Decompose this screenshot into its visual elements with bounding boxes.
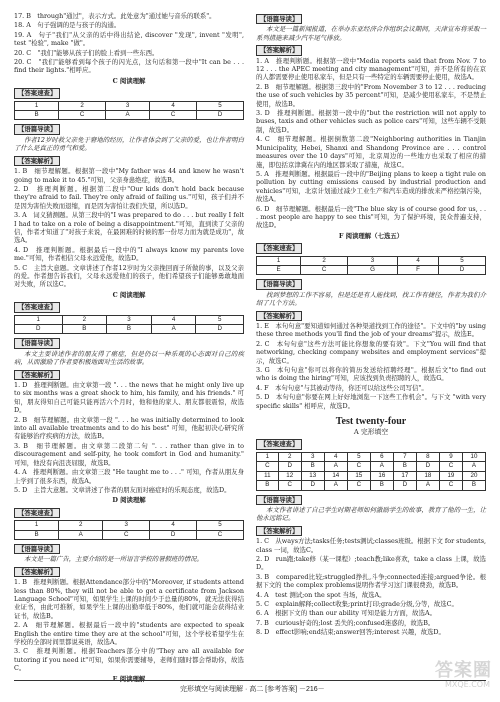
explanation-item: 4. A test 测试;on the spot 当场，故选A。 [256,590,386,599]
passage-guide-text: 本文是一篇新闻报道，在举办东亚经济合作组织会议期间，天津宣布将采取一系列措施来减少汽车尾气排放。 [256,25,486,42]
explanation-item: 7. B curious好奇的;lost 丢失的;confused迷惑的，故选B。 [256,618,435,627]
answer-number: 5 [197,101,244,110]
answer-value: C [197,530,244,539]
answer-number: 4 [324,452,347,461]
section-heading: C 阅读理解 [112,76,146,85]
explanation-item: 3. G 本句句意"你可以将你的简历发送给招聘经理"。根据后文"to find out who is doing the hiring"可知，应该找到负责招聘的人，故选G。 [256,366,486,383]
answer-value: A [416,481,439,490]
answer-value-row [257,481,486,490]
answer-value: G [348,265,398,274]
answer-value: D [196,325,244,334]
answer-value: B [62,325,107,334]
explanation-item: 1. C 从ways方法;tasks任务;tests测试;classes班级。根据下文 for students, class 一词，故选C。 [256,537,487,554]
answer-number: 4 [151,315,196,324]
answer-number: 2 [301,256,348,265]
answer-value: A [462,462,485,471]
answer-number: 20 [462,471,485,480]
answer-value: D [197,111,244,120]
answer-number: 3 [348,256,398,265]
text-line: 20. C "我们"能够从孩子们的脸上看到一些东西。 [14,48,159,57]
answer-value: A [151,325,196,334]
answer-number-row [257,471,486,480]
explanation-label: 【答案解析】 [256,311,302,321]
text-line: 17. B through"通过"，表示方式。此处意为"通过她与音乐的联系"。 [14,12,216,20]
explanation-item: 1. B 推理判断题。根据Attendance部分中的"Moreover, if students attend less than 80%, they will not be able to get a certificate from Jackson Language School"可知，如果学生上课的时间少于总量的80%，就无法获得结业证书，由此可推断，如果学生上课的出勤率低于80%，他们就可能会获得结业证书，故选B。 [14,578,244,620]
passage-guide-text: 本文是一篇广告，主要介绍的是一所语言学校的暑假班的情况。 [24,555,203,564]
answer-value-row [257,462,486,471]
answer-value: B [107,325,152,334]
answer-number: 3 [301,452,324,461]
explanation-item: 5. C explain解释;collect收集;print打印;grade分级,分等，故选C。 [256,599,458,608]
answer-number: 6 [370,452,393,461]
explanation-item: 1. A 推理判断题。根据第一段中"Media reports said that from Nov. 7 to 12 . . . the APEC meeting and city management"可知，并不是所有的在京的人都需要停止使用私家车，但是只有一些特定的车辆需要停止使用，故选A。 [256,56,486,82]
left-column [14,12,244,684]
answer-number-row [257,256,486,265]
answer-number: 16 [370,471,393,480]
explanation-item: 1. B 细节理解题。根据第一段中"My father was 44 and knew he wasn't going to make it to 45."可知，父亲身患绝症，故选B。 [14,167,244,184]
footer-rule [14,680,486,681]
explanation-item: 2. D 推理判断题。根据第二段中"Our kids don't hold back because they're afraid to fail. They're only afraid of failing us."可知，孩子们并不是因为害怕失败而退缩，而是因为害怕让我们失望，所以选D。 [14,184,244,210]
answer-value: A [324,462,347,471]
answer-value: A [106,111,150,120]
answer-number: 13 [301,471,324,480]
section-heading: F 阅读理解（七选五） [338,231,404,240]
answer-value: C [347,462,370,471]
text-line: 19. A 句子"我们"从父亲的话中得出结论, discover "发现", invent "发明", test "检验", make "做"。 [14,30,244,48]
explanation-item: 4. F 本句句意"与其被动等待，你还可以给这些公司写信"。 [256,383,428,392]
answer-number: 1 [257,256,301,265]
answer-table [256,256,486,276]
answer-number: 17 [393,471,416,480]
answer-check-label: 【答案速查】 [256,439,302,449]
answer-value: D [278,462,301,471]
answer-number: 3 [103,521,150,530]
explanation-label: 【答案解析】 [14,567,60,577]
answer-number-row [15,521,244,530]
answer-value: B [462,481,485,490]
answer-value-row [15,530,244,539]
answer-value: E [257,265,301,274]
answer-number: 4 [150,521,197,530]
explanation-item: 6. D 细节理解题。根据最后一段"The blue sky is of course good for us, . . . most people are happy to see this"可知，为了保护环境，民众普遍支持，故选D。 [256,204,486,230]
answer-value: D [416,462,439,471]
passage-guide-text: 本文作者讲述了自己学生时期老师如何激励学生的故事，教育了他的一生，让他永远铭记。 [256,505,486,523]
answer-value-row [15,111,244,120]
answer-value: C [103,530,150,539]
answer-table [14,101,244,121]
answer-value: B [301,462,324,471]
answer-value-row [257,265,486,274]
passage-guide-text: 作者12岁时救父亲免于窘地的经历，让作者体会到了父亲的爱，也让作者明白了什么是真正的勇气和爱。 [14,135,244,153]
watermark-text: 答案圈 [435,660,492,681]
answer-number: 1 [257,452,279,461]
explanation-item: 5. C 主旨大意题。文章讲述了作者12岁时为父亲挽回面子所做的事，以及父亲的爱。作者想告诉我们，父母永远爱他们的孩子，他们希望孩子们能够勇敢地面对失败，所以选C。 [14,263,244,289]
passage-guide-label: 【语篇导读】 [14,124,60,134]
answer-value: B [370,481,393,490]
answer-number: 2 [59,101,106,110]
explanation-item: 8. D effect影响;end结束;answer回答;interest 兴趣，故选D。 [256,628,445,637]
answer-value: A [324,481,347,490]
answer-value: D [393,481,416,490]
explanation-item: 3. B 细节理解题。由文章第二段第二句 ". . . rather than give in to discouragement and self-pity, he took comfort in God and humanity." 可知，他没有向沮丧屈服，故选B。 [14,441,244,467]
answer-number: 2 [62,315,107,324]
answer-number: 1 [15,101,59,110]
test-subtitle: A 完形填空 [353,428,389,437]
answer-value: C [347,481,370,490]
answer-value: A [59,530,103,539]
explanation-item: 5. D 本句句意"你要在网上好好地浏览一下这些工作机会"。与下文 "with very specific skills" 相呼应，故选D。 [256,393,486,410]
explanation-item: 4. C 细节理解题。根据倒数第二段"Neighboring authorities in Tianjin Municipality, Hebei, Shanxi and Shandong Province are . . . control measures over the 10 days"可知，北京周边的一些地方也采取了相应的措施，即包括京津冀在内的地区都采取了措施，故选C。 [256,135,486,169]
answer-number: 2 [278,452,301,461]
answer-number: 1 [15,315,63,324]
passage-guide-label: 【语篇导读】 [256,279,302,289]
passage-guide-text: 找到梦想的工作不容易，但是还是有人能找到，找工作有捷径，作者为我们介绍了几个方法。 [256,290,486,308]
answer-number: 3 [106,101,150,110]
answer-number: 18 [416,471,439,480]
answer-number: 9 [439,452,462,461]
passage-guide-label: 【语篇导读】 [14,338,60,348]
answer-check-label: 【答案速查】 [14,302,60,312]
explanation-item: 6. A 根据下文的 than our ability 可知是能力方面，故选A。 [256,609,436,618]
answer-check-label: 【答案速查】 [14,88,60,98]
answer-number: 12 [278,471,301,480]
answer-number: 2 [59,521,103,530]
explanation-item: 2. B 细节理解题。根据第三段中的"From November 3 to 12 . . . reducing the use of such vehicles by 35 percent"可知，是减少使用私家车，不是禁止使用，故选B。 [256,82,486,108]
answer-value: C [301,265,348,274]
answer-value: D [15,325,63,334]
answer-number: 19 [439,471,462,480]
answer-number: 10 [462,452,485,461]
explanation-item: 3. C 推理判断题。根据Teachers部分中的"They are all available for tutoring if you need it"可知，如果你需要辅导，老师们随时都会帮助你，故选C。 [14,647,244,673]
answer-value: C [278,481,301,490]
explanation-item: 1. E 本句句意"要知道如何通过各种渠道找到工作的途径"。下文中的"by using these three methods you'll find the job of your dreams"提示，故选E。 [256,322,486,339]
answer-number-row [257,452,486,461]
answer-check-label: 【答案速查】 [256,243,302,253]
section-heading: E 阅读理解 [112,674,146,683]
explanation-item: 5. D 主旨大意题。文章讲述了作者的朋友面对癌症时的乐观态度，故选D。 [14,485,231,494]
answer-value: A [370,462,393,471]
explanation-item: 1. D 推理判断题。由文章第一段 ". . . the news that he might only live up to six months was a great shock to him, his family, and his friends." 可知，朋友得知自己可能只能再活六个月时，他和他的家人、朋友都很震惊，故选D。 [14,381,244,415]
passage-guide-text: 本文主要讲述作者的朋友得了癌症，但是仍以一种乐观的心态面对自己的疾病，从而激励了作者要积极地面对生活的故事。 [14,349,244,367]
answer-value: F [398,265,439,274]
explanation-label: 【答案解析】 [14,370,60,380]
answer-number-row [15,315,244,324]
answer-number: 3 [107,315,152,324]
answer-value: B [15,530,59,539]
answer-check-label: 【答案速查】 [14,508,60,518]
answer-value: C [257,462,279,471]
answer-value: D [439,265,486,274]
answer-number: 15 [347,471,370,480]
answer-value: B [393,462,416,471]
explanation-item: 3. A 词义猜测题。从第三段中的"I was prepared to do . . . but really I felt I had to take on a role of being a disappointment."可知，直到读了父亲的信，作者才知道了"对孩子来说，在最困难的时候的那一份尽力而为就是成功"，故选A。 [14,211,244,245]
answer-value: B [15,111,59,120]
explanation-label: 【答案解析】 [14,156,60,166]
explanation-item: 2. C 本句句意"这些方法可能比你想象的要有效"。下文"You will find that networking, checking company websites and employment services"提示，故选C。 [256,339,486,365]
watermark-logo [418,656,494,696]
answer-table [14,520,244,540]
answer-table [256,452,486,491]
text-line: 18. A 句子强调的是与孩子的沟通。 [14,21,121,30]
answer-number: 14 [324,471,347,480]
answer-key-page [14,12,487,683]
top-lines [14,12,244,75]
explanation-item: 3. B compared比较;struggled挣扎,斗争;connected连接;argued争论。根据下文的 the complex problems说明作者学习这门课很费劲，故选B。 [256,572,486,590]
answer-number: 4 [398,256,439,265]
answer-table [14,315,244,335]
watermark-url: MXQE.COM [444,680,490,689]
answer-number-row [15,101,244,110]
answer-value: B [257,481,279,490]
answer-value: C [439,481,462,490]
section-heading: C 阅读理解 [112,290,146,299]
explanation-item: 2. A 细节理解题。根据最后一段中的"students are expected to speak English the entire time they are at the school"可知，这个学校希望学生在学校的全部时间里都说英语，故选A。 [14,621,244,646]
explanation-item: 4. D 推理判断题。根据最后一段中的"I always know my parents love me."可知，作者相信父母永远爱他，故选D。 [14,245,244,263]
answer-value: D [150,530,197,539]
footer-text: 完形填空与阅读理解 · 高二 [参考答案] －216－ [180,686,325,693]
passage-guide-label: 【语篇导读】 [14,544,60,554]
explanation-label: 【答案解析】 [256,45,302,55]
answer-value: C [59,111,106,120]
passage-guide-label: 【语篇导读】 [256,14,302,24]
answer-number: 11 [257,471,279,480]
explanation-item: 2. B 细节理解题。由文章第一段 ". . . he was initially determined to look into all available treatments and to do his best" 可知，他起初决心研究所有能够治疗疾病的方法，故选B。 [14,415,244,441]
answer-number: 7 [393,452,416,461]
answer-number: 5 [197,521,244,530]
explanation-item: 4. A 推理判断题。由文章第三段 "He taught me to . . ." 可知，作者从朋友身上学到了很多东西，故选A。 [14,468,244,485]
answer-value: D [301,481,324,490]
answer-value: C [439,462,462,471]
answer-number: 4 [150,101,197,110]
answer-number: 8 [416,452,439,461]
right-column [256,12,486,638]
answer-value-row [15,325,244,334]
explanation-item: 3. D 推理判断题。根据第一段中的"but the restriction will not apply to buses, taxis and other vehicles such as police cars"可知，这些车辆不受限制，故选D。 [256,109,486,134]
section-heading: D 阅读理解 [112,496,146,505]
text-line: 20. C "我们"能够看到每个孩子的闪光点，这句话和第一段中"It can be . . . find their lights."相呼应。 [14,58,244,75]
explanation-label: 【答案解析】 [256,526,302,536]
explanation-item: 5. A 推理判断题。根据最后一段中的"Beijing plans to keep a tight rule on pollution by cutting emissions caused by industrial production and vehicles"可知，北京计划通过减少工业生产和汽车造成的排放来严格控制污染，故选A。 [256,169,486,204]
answer-number: 5 [196,315,244,324]
answer-number: 5 [347,452,370,461]
answer-value: C [150,111,197,120]
test-title: Test twenty-four [335,416,407,428]
explanation-item: 2. D run跑;take修（某一课程）;teach教;like喜欢，take a class 上课，故选D。 [256,554,486,572]
answer-number: 5 [439,256,486,265]
answer-number: 1 [15,521,59,530]
passage-guide-label: 【语篇导读】 [256,495,302,505]
